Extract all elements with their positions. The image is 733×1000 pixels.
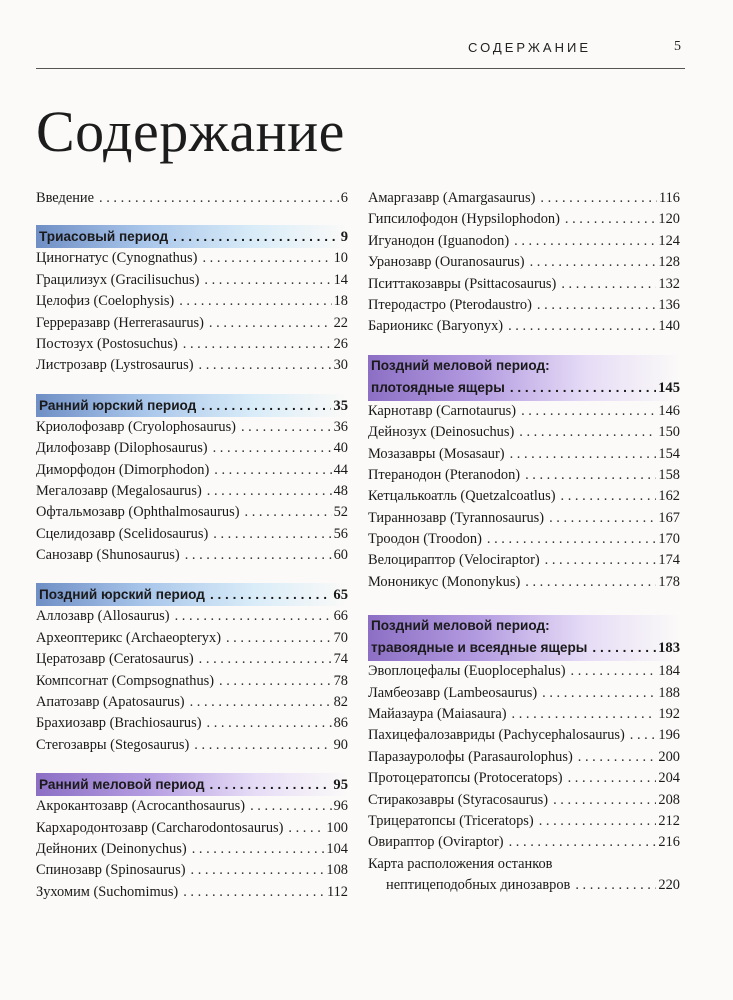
entry-page: 167 (658, 509, 680, 526)
entry-name: Барионикс (Baryonyx) (368, 318, 504, 335)
entry-page: 154 (658, 445, 680, 462)
entry-name: Брахиозавр (Brachiosaurus) (36, 715, 202, 732)
leader-dots (210, 773, 332, 796)
toc-right-column (368, 188, 680, 897)
section-title-line1: Поздний меловой период: (371, 357, 550, 373)
entry-name: Майазаура (Maiasaura) (368, 706, 507, 723)
toc-entry[interactable] (368, 274, 680, 295)
map-entry-line1-row (368, 854, 680, 875)
map-entry-line2-row (368, 875, 680, 896)
section-title: Поздний юрский период (39, 587, 205, 603)
entry-name: Компсогнат (Compsognathus) (36, 672, 215, 689)
toc-entry[interactable] (368, 790, 680, 811)
toc-entry[interactable] (36, 882, 348, 903)
section-page: 65 (333, 587, 348, 604)
leader-dots (99, 188, 339, 209)
toc-entry[interactable] (36, 628, 348, 649)
entry-name: Птеранодон (Pteranodon) (368, 466, 521, 483)
leader-dots (508, 316, 656, 337)
entry-name: Ламбеозавр (Lambeosaurus) (368, 684, 538, 701)
toc-entry[interactable] (36, 355, 348, 376)
entry-name: Стегозавры (Stegosaurus) (36, 736, 190, 753)
entry-page: 26 (333, 335, 348, 352)
leader-dots (545, 550, 657, 571)
entry-page: 188 (658, 684, 680, 701)
section-page: 35 (333, 397, 348, 414)
toc-entry[interactable] (36, 291, 348, 312)
toc-entry[interactable] (368, 725, 680, 746)
toc-entry[interactable] (36, 671, 348, 692)
toc-entry[interactable] (368, 661, 680, 682)
entry-name: Грацилизух (Gracilisuchus) (36, 271, 200, 288)
section-list-late-cretaceous-carnivores (368, 401, 680, 594)
toc-entry[interactable] (36, 545, 348, 566)
entry-page: 66 (333, 608, 348, 625)
entry-name: Археоптерикс (Archaeopteryx) (36, 629, 221, 646)
entry-page: 86 (333, 715, 348, 732)
entry-page: 120 (658, 211, 680, 228)
toc-entry[interactable] (368, 550, 680, 571)
section-list-late-cretaceous-herbivores (368, 661, 680, 854)
leader-dots (592, 637, 656, 659)
leader-dots (175, 606, 332, 627)
toc-entry[interactable] (368, 422, 680, 443)
entry-page: 96 (333, 798, 348, 815)
entry-page: 208 (658, 791, 680, 808)
leader-dots (561, 486, 657, 507)
leader-dots (250, 796, 332, 817)
toc-entry[interactable] (368, 295, 680, 316)
section-title-line1: Поздний меловой период: (371, 618, 550, 634)
entry-page: 6 (340, 190, 348, 206)
section-list-late-jurassic (36, 606, 348, 756)
section-heading-late-cretaceous-herbivores[interactable] (368, 615, 680, 661)
entry-name: Карнотавр (Carnotaurus) (368, 402, 517, 419)
entry-page: 18 (333, 293, 348, 310)
entry-name: Амаргазавр (Amargasaurus) (368, 190, 536, 206)
leader-dots (185, 545, 332, 566)
leader-dots (561, 274, 656, 295)
toc-entry[interactable] (368, 572, 680, 593)
toc-entry[interactable] (368, 683, 680, 704)
leader-dots (219, 671, 332, 692)
entry-name: Дейнозух (Deinosuchus) (368, 424, 515, 441)
leader-dots (530, 252, 657, 273)
entry-page: 132 (658, 275, 680, 292)
entry-page: 100 (326, 819, 348, 836)
section-heading-late-cretaceous-carnivores[interactable] (368, 355, 680, 401)
leader-dots (213, 438, 332, 459)
entry-page: 136 (658, 296, 680, 313)
toc-entry[interactable] (368, 704, 680, 725)
leader-dots (549, 508, 656, 529)
leader-dots (201, 394, 331, 417)
entry-name: Стиракозавры (Styracosaurus) (368, 791, 549, 808)
toc-entry[interactable] (36, 713, 348, 734)
entry-page: 82 (333, 694, 348, 711)
entry-name: Сцелидозавр (Scelidosaurus) (36, 525, 209, 542)
section-title: Ранний меловой период (39, 777, 205, 793)
entry-name: Офтальмозавр (Ophthalmosaurus) (36, 504, 240, 521)
entry-name: Пахицефалозавриды (Pachycephalosaurus) (368, 727, 625, 744)
entry-name: Мозазавры (Mosasaur) (368, 445, 505, 462)
entry-page: 90 (333, 736, 348, 753)
entry-name: Аллозавр (Allosaurus) (36, 608, 170, 625)
entry-page: 70 (333, 629, 348, 646)
toc-entry[interactable] (368, 486, 680, 507)
toc-entry[interactable] (368, 768, 680, 789)
leader-dots (525, 465, 656, 486)
leader-dots (179, 291, 331, 312)
entry-page: 212 (658, 812, 680, 829)
entry-name: Дейноних (Deinonychus) (36, 840, 187, 857)
entry-name-line2: нептицеподобных динозавров (386, 877, 571, 894)
entry-page: 30 (333, 357, 348, 374)
leader-dots (288, 818, 324, 839)
entry-page: 112 (326, 883, 348, 900)
leader-dots (565, 209, 657, 230)
entry-page: 108 (326, 862, 348, 879)
entry-name: Птеродастро (Pterodaustro) (368, 296, 532, 313)
entry-name: Протоцератопсы (Protoceratops) (368, 770, 563, 787)
entry-name: Пситтакозавры (Psittacosaurus) (368, 275, 557, 292)
toc-entry[interactable] (36, 481, 348, 502)
toc-entry[interactable] (36, 248, 348, 269)
toc-entry[interactable] (368, 188, 680, 209)
leader-dots (575, 875, 656, 896)
page-header (36, 38, 685, 69)
leader-dots (245, 502, 332, 523)
toc-entry[interactable] (36, 270, 348, 291)
entry-page: 44 (333, 461, 348, 478)
entry-name: Гипсилофодон (Hypsilophodon) (368, 211, 560, 228)
entry-page: 36 (333, 418, 348, 435)
entry-page: 22 (333, 314, 348, 331)
leader-dots (210, 583, 331, 606)
toc-entry[interactable] (36, 796, 348, 817)
leader-dots (173, 225, 339, 248)
entry-name: Троодон (Troodon) (368, 531, 482, 548)
leader-dots (209, 313, 332, 334)
toc-entry[interactable] (368, 231, 680, 252)
section-list-triassic (36, 248, 348, 376)
leader-dots (578, 747, 657, 768)
toc-entry[interactable] (36, 692, 348, 713)
entry-page: 60 (333, 547, 348, 564)
section-list-early-cretaceous-part1 (36, 796, 348, 903)
leader-dots (487, 529, 657, 550)
leader-dots (525, 572, 656, 593)
entry-page: 78 (333, 672, 348, 689)
section-page: 183 (658, 640, 680, 657)
entry-page: 128 (658, 254, 680, 271)
leader-dots (204, 270, 331, 291)
leader-dots (202, 248, 331, 269)
toc-entry[interactable] (368, 316, 680, 337)
section-title: Ранний юрский период (39, 397, 197, 413)
entry-page: 192 (658, 706, 680, 723)
toc-entry[interactable] (36, 649, 348, 670)
entry-name: Постозух (Postosuchus) (36, 335, 178, 352)
section-page: 145 (658, 379, 680, 396)
toc-entry[interactable] (368, 401, 680, 422)
leader-dots (183, 334, 332, 355)
entry-name: Апатозавр (Apatosaurus) (36, 694, 185, 711)
leader-dots (194, 735, 331, 756)
entry-name: Циногнатус (Cynognathus) (36, 250, 198, 267)
leader-dots (199, 355, 332, 376)
entry-page: 14 (333, 271, 348, 288)
entry-name: Дилофозавр (Dilophosaurus) (36, 440, 208, 457)
entry-name: Акрокантозавр (Acrocanthosaurus) (36, 798, 246, 815)
leader-dots (537, 295, 656, 316)
leader-dots (568, 768, 657, 789)
entry-page: 204 (658, 770, 680, 787)
entry-page: 10 (333, 250, 348, 267)
leader-dots (519, 422, 656, 443)
entry-name: Листрозавр (Lystrosaurus) (36, 357, 194, 374)
entry-name: Криолофозавр (Cryolophosaurus) (36, 418, 236, 435)
entry-page: 56 (333, 525, 348, 542)
toc-entry[interactable] (368, 465, 680, 486)
leader-dots (207, 713, 332, 734)
entry-page: 116 (658, 190, 680, 206)
toc-entry-map[interactable] (368, 854, 680, 897)
entry-page: 174 (658, 552, 680, 569)
page-number: 5 (674, 39, 681, 54)
section-title-line2: травоядные и всеядные ящеры (371, 640, 588, 656)
entry-page: 52 (333, 504, 348, 521)
toc-entry[interactable] (36, 839, 348, 860)
toc-entry[interactable] (368, 252, 680, 273)
entry-page: 124 (658, 232, 680, 249)
leader-dots (512, 704, 657, 725)
entry-name: Мононикус (Mononykus) (368, 573, 521, 590)
leader-dots (214, 460, 331, 481)
section-list-early-jurassic (36, 417, 348, 567)
entry-page: 162 (658, 488, 680, 505)
toc-entry[interactable] (36, 334, 348, 355)
entry-name: Паразауролофы (Parasaurolophus) (368, 748, 573, 765)
toc-entry[interactable] (36, 438, 348, 459)
toc-entry[interactable] (36, 502, 348, 523)
leader-dots (226, 628, 332, 649)
toc-entry-intro[interactable] (36, 188, 348, 209)
entry-name: Целофиз (Coelophysis) (36, 293, 175, 310)
section-heading-late-jurassic[interactable] (36, 583, 348, 606)
entry-name: Трицератопсы (Triceratops) (368, 812, 534, 829)
leader-dots (553, 790, 656, 811)
leader-dots (241, 417, 332, 438)
entry-name: Диморфодон (Dimorphodon) (36, 461, 210, 478)
toc-entry[interactable] (36, 524, 348, 545)
entry-page: 178 (658, 573, 680, 590)
section-list-early-cretaceous-part2 (368, 188, 680, 338)
toc-entry[interactable] (36, 606, 348, 627)
leader-dots (183, 882, 325, 903)
section-page: 95 (333, 777, 348, 794)
section-title-line2: плотоядные ящеры (371, 379, 505, 395)
running-head: СОДЕРЖАНИЕ (467, 40, 591, 55)
page-title: Содержание (36, 99, 345, 164)
toc-entry[interactable] (368, 832, 680, 853)
entry-page: 170 (658, 531, 680, 548)
entry-page: 200 (658, 748, 680, 765)
section-heading-early-jurassic[interactable] (36, 394, 348, 417)
entry-name: Игуанодон (Iguanodon) (368, 232, 510, 249)
entry-page: 196 (658, 727, 680, 744)
toc-entry[interactable] (368, 444, 680, 465)
section-heading-early-cretaceous[interactable] (36, 773, 348, 796)
entry-page: 104 (326, 840, 348, 857)
leader-dots (539, 811, 657, 832)
leader-dots (542, 683, 656, 704)
entry-name: Кархародонтозавр (Carcharodontosaurus) (36, 819, 284, 836)
leader-dots (571, 661, 657, 682)
toc-entry[interactable] (368, 811, 680, 832)
entry-page: 74 (333, 651, 348, 668)
toc-entry[interactable] (36, 313, 348, 334)
entry-name: Кетцалькоатль (Quetzalcoatlus) (368, 488, 556, 505)
entry-name: Введение (36, 190, 95, 206)
toc-entry[interactable] (36, 818, 348, 839)
entry-name: Цератозавр (Ceratosaurus) (36, 651, 194, 668)
entry-name-line1: Карта расположения останков (368, 855, 553, 872)
entry-name: Овираптор (Oviraptor) (368, 834, 504, 851)
entry-name: Мегалозавр (Megalosaurus) (36, 482, 202, 499)
leader-dots (540, 188, 657, 209)
section-page: 9 (340, 229, 348, 246)
entry-name: Эвоплоцефалы (Euoplocephalus) (368, 663, 566, 680)
entry-page: 150 (658, 424, 680, 441)
entry-page: 140 (658, 318, 680, 335)
entry-name: Велоцираптор (Velociraptor) (368, 552, 540, 569)
toc-entry[interactable] (36, 735, 348, 756)
entry-page: 220 (658, 877, 680, 894)
entry-name: Зухомим (Suchomimus) (36, 883, 179, 900)
leader-dots (191, 860, 325, 881)
entry-name: Уранозавр (Ouranosaurus) (368, 254, 525, 271)
toc-entry[interactable] (368, 529, 680, 550)
leader-dots (521, 401, 656, 422)
section-title: Триасовый период (39, 229, 169, 245)
leader-dots (190, 692, 332, 713)
leader-dots (199, 649, 332, 670)
entry-name: Санозавр (Shunosaurus) (36, 547, 180, 564)
leader-dots (207, 481, 332, 502)
entry-page: 40 (333, 440, 348, 457)
leader-dots (510, 444, 657, 465)
toc-entry[interactable] (368, 508, 680, 529)
entry-page: 184 (658, 663, 680, 680)
toc-entry[interactable] (36, 460, 348, 481)
section-heading-triassic[interactable] (36, 225, 348, 248)
toc-entry[interactable] (36, 417, 348, 438)
entry-page: 216 (658, 834, 680, 851)
leader-dots (630, 725, 657, 746)
entry-name: Тираннозавр (Tyrannosaurus) (368, 509, 545, 526)
leader-dots (514, 231, 656, 252)
toc-entry[interactable] (36, 860, 348, 881)
leader-dots (510, 377, 656, 399)
leader-dots (192, 839, 325, 860)
entry-page: 146 (658, 402, 680, 419)
toc-entry[interactable] (368, 747, 680, 768)
entry-page: 48 (333, 482, 348, 499)
entry-name: Спинозавр (Spinosaurus) (36, 862, 186, 879)
entry-name: Герреразавр (Herrerasaurus) (36, 314, 204, 331)
entry-page: 158 (658, 466, 680, 483)
leader-dots (213, 524, 331, 545)
leader-dots (509, 832, 657, 853)
toc-left-column (36, 188, 348, 903)
toc-entry[interactable] (368, 209, 680, 230)
